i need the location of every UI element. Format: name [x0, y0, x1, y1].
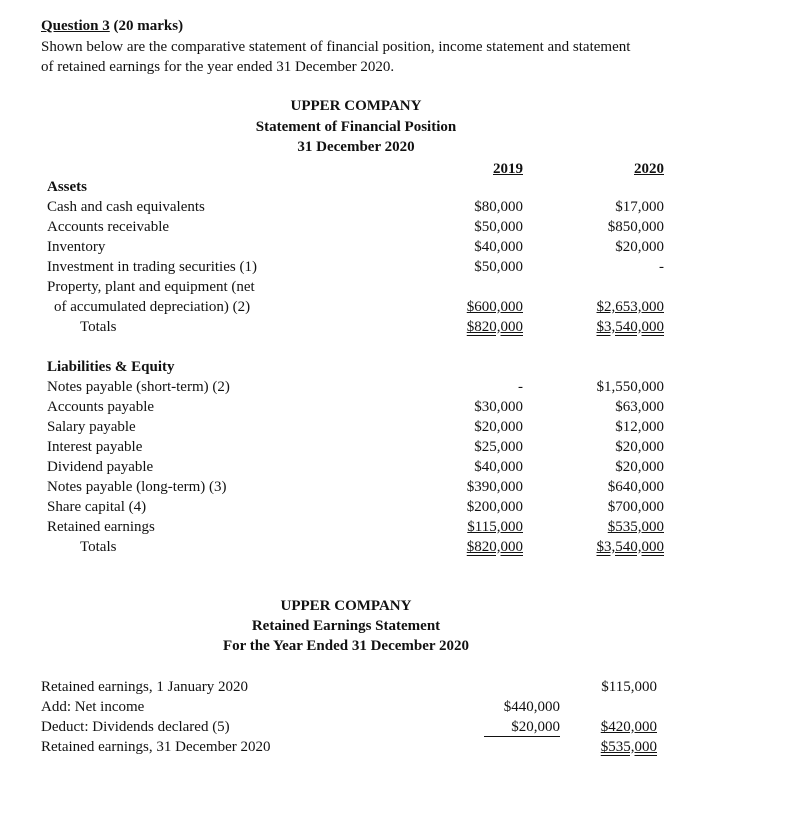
liability-value-2020: $640,000: [607, 479, 664, 495]
liability-value-2019: $20,000: [474, 419, 523, 435]
liabilities-total-label: Totals: [80, 539, 117, 555]
asset-label: Accounts receivable: [47, 219, 170, 235]
res-row-label: Retained earnings, 1 January 2020: [41, 679, 249, 695]
question-heading: [41, 17, 183, 35]
asset-label: Cash and cash equivalents: [47, 199, 205, 215]
assets-total-2020: $3,540,000: [596, 319, 664, 335]
asset-value-2020: -: [659, 259, 664, 275]
liability-value-2020: $535,000: [607, 519, 664, 535]
assets-total-2019: $820,000: [466, 319, 523, 335]
liabilities-heading: Liabilities & Equity: [47, 359, 175, 375]
asset-value-2019: $600,000: [466, 299, 523, 315]
liability-label: Retained earnings: [47, 519, 155, 535]
liability-value-2020: $63,000: [615, 399, 664, 415]
res-title: Retained Earnings Statement: [251, 618, 441, 634]
asset-label: Property, plant and equipment (net: [47, 279, 255, 295]
liability-label: Accounts payable: [47, 399, 155, 415]
asset-value-2020: $2,653,000: [596, 299, 664, 315]
res-inner-value: $440,000: [503, 699, 560, 715]
intro-line-1: Shown below are the comparative statement of financial position, income statement and statement: [41, 39, 631, 55]
liability-label: Dividend payable: [47, 459, 154, 475]
liability-value-2020: $20,000: [615, 459, 664, 475]
asset-label: Inventory: [47, 239, 106, 255]
liability-value-2019: -: [518, 379, 523, 395]
liability-value-2019: $40,000: [474, 459, 523, 475]
asset-value-2020: $17,000: [615, 199, 664, 215]
asset-value-2019: $50,000: [474, 259, 523, 275]
res-inner-value: $20,000: [511, 719, 560, 735]
assets-heading: Assets: [47, 179, 87, 195]
sfp-title: Statement of Financial Position: [255, 119, 457, 135]
asset-value-2020: $20,000: [615, 239, 664, 255]
liability-label: Notes payable (short-term) (2): [47, 379, 230, 395]
res-row-label: Add: Net income: [41, 699, 145, 715]
liability-value-2020: $12,000: [615, 419, 664, 435]
asset-value-2019: $80,000: [474, 199, 523, 215]
liability-value-2019: $390,000: [466, 479, 523, 495]
liabilities-total-2020: $3,540,000: [596, 539, 664, 555]
liability-value-2020: $20,000: [615, 439, 664, 455]
sfp-date: 31 December 2020: [297, 139, 415, 155]
asset-value-2019: $40,000: [474, 239, 523, 255]
res-outer-value: $535,000: [600, 739, 657, 755]
res-company: UPPER COMPANY: [280, 598, 412, 614]
liabilities-total-2019: $820,000: [466, 539, 523, 555]
liability-value-2019: $25,000: [474, 439, 523, 455]
question-number: Question 3: [41, 18, 110, 34]
question-marks: (20 marks): [109, 18, 184, 34]
liability-value-2019: $115,000: [467, 519, 523, 535]
liability-value-2020: $1,550,000: [596, 379, 664, 395]
intro-line-2: of retained earnings for the year ended 31 December 2020.: [41, 59, 395, 75]
asset-label: Investment in trading securities (1): [47, 259, 257, 275]
res-row-label: Deduct: Dividends declared (5): [41, 719, 230, 735]
asset-value-2019: $50,000: [474, 219, 523, 235]
liability-value-2019: $30,000: [474, 399, 523, 415]
col-header-2020: 2020: [634, 161, 664, 177]
liability-label: Salary payable: [47, 419, 136, 435]
res-outer-value: $420,000: [600, 719, 657, 735]
liability-value-2019: $200,000: [466, 499, 523, 515]
assets-total-label: Totals: [80, 319, 117, 335]
liability-label: Share capital (4): [47, 499, 147, 515]
liability-label: Notes payable (long-term) (3): [47, 479, 227, 495]
res-inner-underline: [484, 736, 560, 737]
res-outer-value: $115,000: [601, 679, 657, 695]
col-header-2019: 2019: [493, 161, 523, 177]
asset-label: of accumulated depreciation) (2): [54, 299, 251, 315]
sfp-company: UPPER COMPANY: [290, 98, 422, 114]
res-period: For the Year Ended 31 December 2020: [222, 638, 470, 654]
asset-value-2020: $850,000: [607, 219, 664, 235]
res-row-label: Retained earnings, 31 December 2020: [41, 739, 271, 755]
liability-label: Interest payable: [47, 439, 143, 455]
liability-value-2020: $700,000: [607, 499, 664, 515]
